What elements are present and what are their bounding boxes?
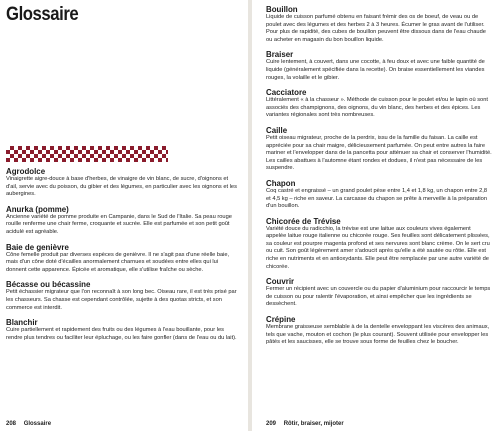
glossary-definition: Petit oiseau migrateur, proche de la perdrix, issu de la famille du faisan. La caille est appréciée pour sa chair maigre, délicieusement parfumée. On peut entre autres la faire mariner et l'envelopper dans de la pancetta pour atténuer sa chair et conserver l'humidité. Les cailles abattues à l'automne étant rondes et dodues, il n'est pas nécessaire de les suspendre. xyxy=(266,134,492,172)
glossary-entry xyxy=(266,216,492,272)
glossary-entry xyxy=(266,314,492,347)
glossary-term: Bécasse ou bécassine xyxy=(6,279,91,290)
page-number: 208 xyxy=(6,421,17,427)
glossary-entry xyxy=(266,4,492,44)
glossary-definition: Coq castré et engraissé – un grand poulet pèse entre 1,4 et 1,8 kg, un chapon entre 2,8 et 4,5 kg – riche en saveur. La carcasse du chapon se prête à merveille à la préparation d'un bouillon. xyxy=(266,187,488,210)
glossary-entry xyxy=(266,87,492,120)
left-page xyxy=(0,0,248,431)
glossary-term: Baie de genièvre xyxy=(6,241,69,252)
running-head: Glossaire xyxy=(23,421,52,427)
glossary-definition: Cône femelle produit par diverses espèces de genièvre. Il ne s'agit pas d'une réelle baie, mais d'un cône doté d'écailles anormalement charnues et soudées entre elles qui lui donnent cette apparence. Épicée et aromatique, elle s'utilise fraîche ou sèche. xyxy=(6,251,230,273)
glossary-term: Braiser xyxy=(266,49,294,60)
glossary-term: Blanchir xyxy=(6,317,38,328)
glossary-definition: Petit échassier migrateur que l'on reconnaît à son long bec. Oiseau rare, il est très prisé par les chasseurs. Sa chasse est cependant contrôlée, sujette à des quotas stricts, et son commerce est interdit. xyxy=(6,289,237,311)
glossary-definition: Vinaigrette aigre-douce à base d'herbes, de vinaigre de vin blanc, de sucre, d'oignons et d'ail, servie avec du poisson, du gibier et des légumes, en particulier avec les oignons et les aubergines. xyxy=(6,176,237,198)
glossary-term: Bouillon xyxy=(266,4,298,14)
glossary-definition: Fermer un récipient avec un couvercle ou du papier d'aluminium pour raccourcir le temps de cuisson ou pour ralentir l'évaporation, et ainsi empêcher que les ingrédients se dessèchent. xyxy=(266,286,491,308)
glossary-term: Anurka (pomme) xyxy=(6,203,69,214)
glossary-definition: Liquide de cuisson parfumé obtenu en faisant frémir des os de boeuf, de veau ou de poulet avec des légumes et des herbes 2 à 3 heures. Écumer le gras avant de l'utiliser. Pour plus de rapidité, des cubes de bouillon peuvent être dissous dans de l'eau chaude ou acheter en magasin du bon bouillon liquide. xyxy=(266,14,486,43)
glossary-term: Caille xyxy=(266,124,288,135)
glossary-entry xyxy=(266,49,492,82)
glossary-entry xyxy=(266,125,492,173)
glossary-entry xyxy=(6,166,238,199)
left-glossary-column xyxy=(6,166,238,347)
running-head: Rôtir, braiser, mijoter xyxy=(283,421,344,427)
decorative-pattern xyxy=(6,146,168,162)
glossary-term: Agrodolce xyxy=(6,166,46,176)
glossary-term: Cacciatore xyxy=(266,87,307,98)
glossary-definition: Cuire lentement, à couvert, dans une cocotte, à feu doux et avec une faible quantité de liquide (généralement spécifiée dans la recette). On braise essentiellement les viandes rouges, la volaille et le gibier. xyxy=(266,59,485,81)
glossary-entry xyxy=(6,242,238,275)
glossary-entry xyxy=(6,317,238,342)
glossary-definition: Ancienne variété de pomme produite en Campanie, dans le Sud de l'Italie. Sa peau rouge rouille renferme une chair ferme, croquante et sucrée. Elle est parfumée et son petit goût acidulé est agréable. xyxy=(6,213,232,235)
glossary-term: Couvrir xyxy=(266,276,295,287)
page-footer xyxy=(266,421,350,427)
glossary-definition: Cuire partiellement et rapidement des fruits ou des légumes à l'eau bouillante, pour les rendre plus tendres ou faciliter leur épluchage, ou les faire gonfler (dans de l'eau ou du lait). xyxy=(6,327,237,341)
page-number: 209 xyxy=(266,421,277,427)
glossary-term: Chicorée de Trévise xyxy=(266,215,341,226)
glossary-entry xyxy=(266,276,492,309)
page-title: Glossaire xyxy=(6,4,79,25)
right-glossary-column xyxy=(266,4,492,352)
glossary-definition: Littéralement « à la chasseur ». Méthode de cuisson pour le poulet et/ou le lapin où sont associés des champignons, des oignons, du vin blanc, des herbes et des épices. Les variantes régionales sont très nombreuses. xyxy=(266,97,488,119)
glossary-term: Chapon xyxy=(266,177,296,188)
glossary-entry xyxy=(266,178,492,211)
glossary-entry xyxy=(6,204,238,237)
glossary-entry xyxy=(6,279,238,312)
glossary-definition: Variété douce du radicchio, la trévise est une laitue aux couleurs vives également appelée laitue rouge italienne ou chicorée rouge. Ses feuilles sont délicatement plissées, sa couleur est pourpre magenta profond et ses nervures sont blanc crème. On le sert cru ou cuit. Son goût légèrement amer s'adoucit après qu'elle a été sautée ou rôtie. Elle est riche en nutriments et en antioxydants. Elle peut être remplacée par une autre variété de chicorée. xyxy=(266,225,490,270)
page-footer xyxy=(6,421,57,427)
glossary-definition: Membrane graisseuse semblable à de la dentelle enveloppant les viscères des animaux, tels que vache, mouton et cochon (le plus courant). Souvent utilisée pour envelopper les pâtés et les saucisses, elle se trouve sous forme de feuilles chez le boucher. xyxy=(266,324,490,346)
right-page xyxy=(252,0,500,431)
glossary-term: Crépine xyxy=(266,314,296,325)
